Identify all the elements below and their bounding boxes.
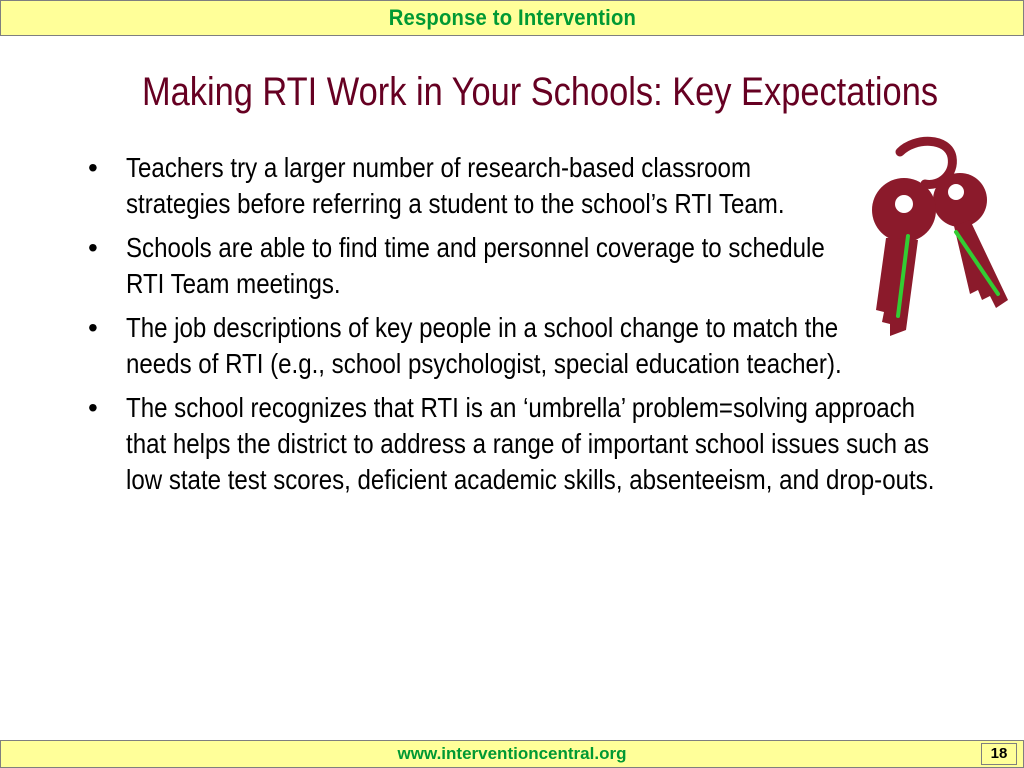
bullet-marker: • [88,232,98,263]
bullet-marker: • [88,392,98,423]
page-number: 18 [981,743,1017,765]
key-ring-inner [908,154,942,164]
bullet-text-content: The school recognizes that RTI is an ‘umbrella’ problem=solving approach that helps the district to address a range of important school issues such as low state test scores, deficient academic skills, absenteeism, and drop-outs. [126,392,935,495]
bullet-text [126,150,857,222]
bullet-text [126,230,857,302]
bullet-marker: • [88,152,98,183]
slide-title: Making RTI Work in Your Schools: Key Expectations [141,70,939,114]
right-key [933,173,1008,308]
bullet-marker: • [88,312,98,343]
bullet-text-content: The job descriptions of key people in a school change to match the needs of RTI (e.g., school psychologist, special education teacher). [126,312,842,379]
bullet-text-content: Teachers try a larger number of research-based classroom strategies before referring a student to the school’s RTI Team. [126,152,785,219]
bullet-text [126,310,874,382]
website-link[interactable]: www.interventioncentral.org [397,744,627,763]
banner-title: Response to Intervention [388,5,636,30]
bullet-text-content: Schools are able to find time and personnel coverage to schedule RTI Team meetings. [126,232,825,299]
top-banner [0,0,1024,36]
keys-icon [860,132,1020,342]
bullet-text [126,390,934,498]
bottom-banner [0,740,1024,768]
bullet-item [84,390,1024,498]
left-key [872,178,936,336]
